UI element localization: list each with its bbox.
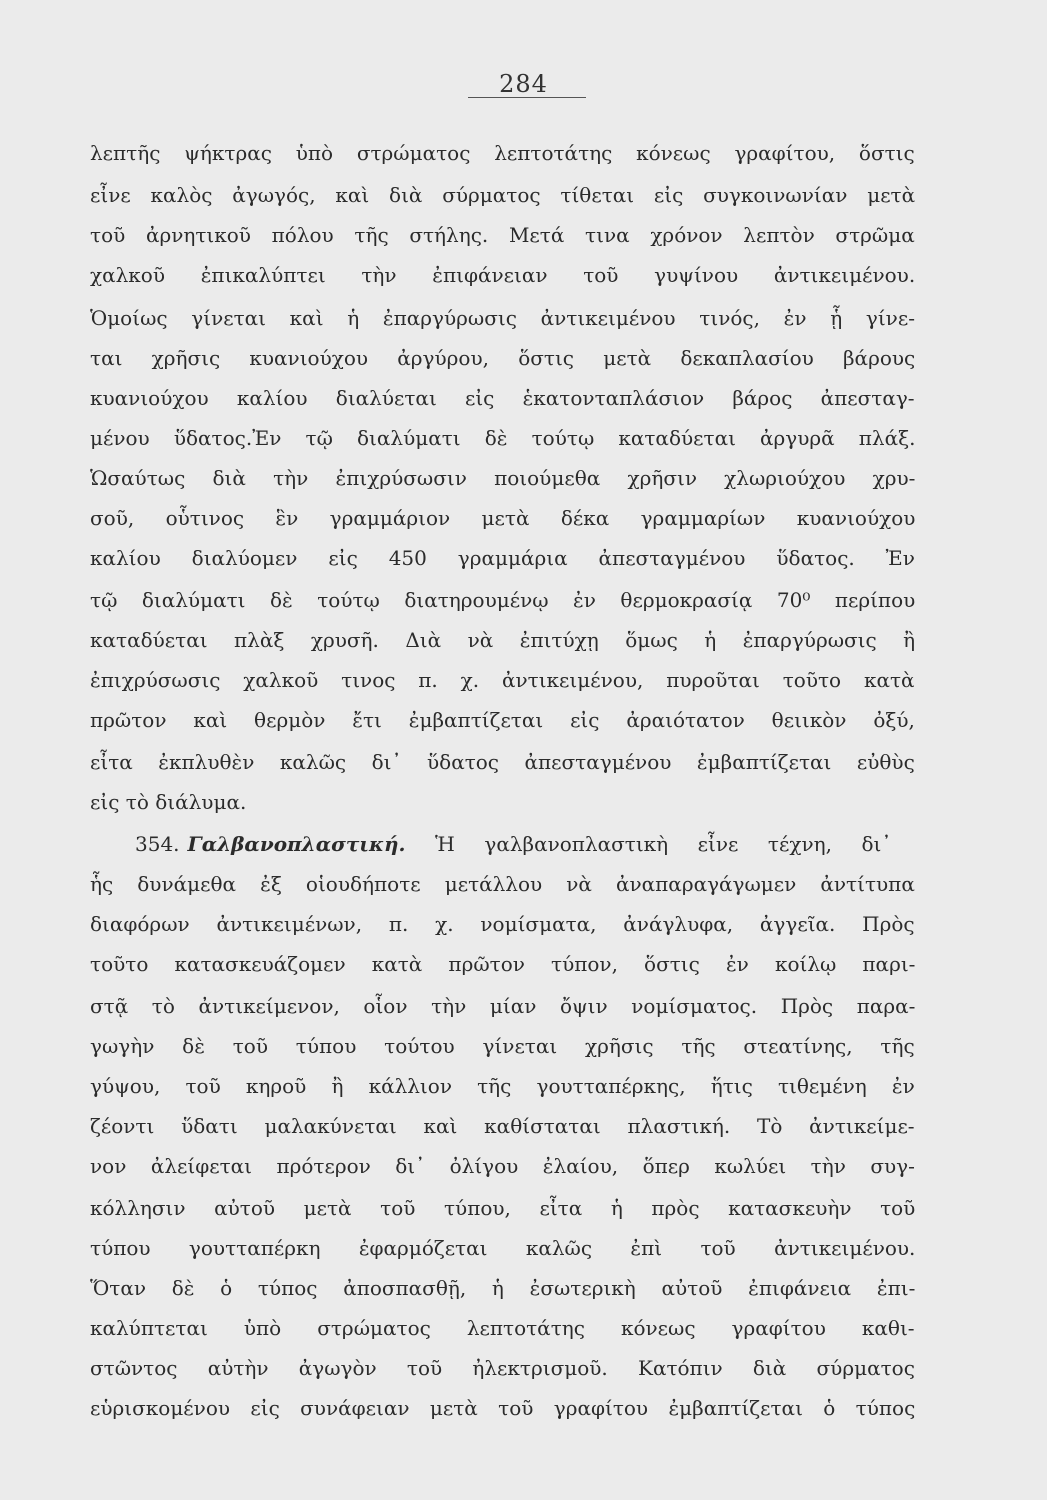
text-line: γύψου, τοῦ κηροῦ ἢ κάλλιον τῆς γουτταπέρκης, ἥτις τιθεμένη ἐν <box>90 1074 915 1098</box>
text-line: μένου ὕδατος.Ἐν τῷ διαλύματι δὲ τούτῳ καταδύεται ἀργυρᾶ πλάξ. <box>90 426 916 450</box>
text-line: ἧς δυνάμεθα ἐξ οἱουδήποτε μετάλλου νὰ ἀναπαραγάγωμεν ἀντίτυπα <box>90 872 915 896</box>
text-line: ται χρῆσις κυανιούχου ἀργύρου, ὅστις μετὰ δεκαπλασίου βάρους <box>90 346 916 370</box>
section-title: Γαλβανοπλαστική. <box>187 832 406 856</box>
text-line: τοῦ ἀρνητικοῦ πόλου τῆς στήλης. Μετά τινα χρόνον λεπτὸν στρῶμα <box>90 223 915 247</box>
text-line: στᾷ τὸ ἀντικείμενον, οἷον τὴν μίαν ὄψιν νομίσματος. Πρὸς παρα- <box>90 994 916 1018</box>
text-line: χαλκοῦ ἐπικαλύπτει τὴν ἐπιφάνειαν τοῦ γυψίνου ἀντικειμένου. <box>90 263 916 287</box>
text-line: τοῦτο κατασκευάζομεν κατὰ πρῶτον τύπον, ὅστις ἐν κοίλῳ παρι- <box>90 952 916 976</box>
text-line: νον ἀλείφεται πρότερον δι᾽ ὀλίγου ἐλαίου, ὅπερ κωλύει τὴν συγ- <box>90 1154 915 1178</box>
text-line: ζέοντι ὕδατι μαλακύνεται καὶ καθίσταται πλαστική. Τὸ ἀντικείμε- <box>90 1114 915 1138</box>
text-line: στῶντος αὐτὴν ἀγωγὸν τοῦ ἠλεκτρισμοῦ. Κατόπιν διὰ σύρματος <box>90 1356 915 1380</box>
text-line: καταδύεται πλὰξ χρυσῆ. Διὰ νὰ ἐπιτύχῃ ὅμως ἡ ἐπαργύρωσις ἢ <box>90 628 916 652</box>
text-line: σοῦ, οὗτινος ἓν γραμμάριον μετὰ δέκα γραμμαρίων κυανιούχου <box>90 506 916 530</box>
text-line: διαφόρων ἀντικειμένων, π. χ. νομίσματα, ἀνάγλυφα, ἀγγεῖα. Πρὸς <box>90 912 915 936</box>
section-first-line: Ἡ γαλβανοπλαστικὴ εἶνε τέχνη, δι᾽ <box>435 832 892 856</box>
text-line: τῷ διαλύματι δὲ τούτῳ διατηρουμένῳ ἐν θερμοκρασίᾳ 70⁰ περίπου <box>90 588 916 612</box>
section-number: 354. <box>135 832 180 856</box>
text-line: εἶτα ἐκπλυθὲν καλῶς δι᾽ ὕδατος ἀπεσταγμένου ἐμβαπτίζεται εὐθὺς <box>90 750 915 774</box>
text-line: κυανιούχου καλίου διαλύεται εἰς ἑκατονταπλάσιον βάρος ἀπεσταγ- <box>90 386 915 410</box>
text-line: λεπτῆς ψήκτρας ὑπὸ στρώματος λεπτοτάτης κόνεως γραφίτου, ὅστις <box>90 141 915 165</box>
text-line: εἶνε καλὸς ἀγωγός, καὶ διὰ σύρματος τίθεται εἰς συγκοινωνίαν μετὰ <box>90 183 916 207</box>
section-heading-line <box>135 832 891 856</box>
text-line: εἰς τὸ διάλυμα. <box>90 790 247 814</box>
text-line: εὑρισκομένου εἰς συνάφειαν μετὰ τοῦ γραφίτου ἐμβαπτίζεται ὁ τύπος <box>90 1396 916 1420</box>
page-number-rule <box>468 97 586 98</box>
text-line: τύπου γουτταπέρκη ἐφαρμόζεται καλῶς ἐπὶ τοῦ ἀντικειμένου. <box>90 1236 916 1260</box>
page-number: 284 <box>499 70 548 98</box>
text-line: γωγὴν δὲ τοῦ τύπου τούτου γίνεται χρῆσις τῆς στεατίνης, τῆς <box>90 1034 915 1058</box>
text-line: Ὅταν δὲ ὁ τύπος ἀποσπασθῇ, ἡ ἐσωτερικὴ αὐτοῦ ἐπιφάνεια ἐπι- <box>90 1276 916 1300</box>
text-line: καλίου διαλύομεν εἰς 450 γραμμάρια ἀπεσταγμένου ὕδατος. Ἐν <box>90 546 915 570</box>
text-line: Ὡσαύτως διὰ τὴν ἐπιχρύσωσιν ποιούμεθα χρῆσιν χλωριούχου χρυ- <box>90 466 916 490</box>
text-line: ἐπιχρύσωσις χαλκοῦ τινος π. χ. ἀντικειμένου, πυροῦται τοῦτο κατὰ <box>90 668 915 692</box>
text-line: κόλλησιν αὐτοῦ μετὰ τοῦ τύπου, εἶτα ἡ πρὸς κατασκευὴν τοῦ <box>90 1196 916 1220</box>
text-line: πρῶτον καὶ θερμὸν ἔτι ἐμβαπτίζεται εἰς ἀραιότατον θειικὸν ὀξύ, <box>90 708 915 732</box>
text-line: Ὁμοίως γίνεται καὶ ἡ ἐπαργύρωσις ἀντικειμένου τινός, ἐν ᾗ γίνε- <box>90 306 915 330</box>
text-line: καλύπτεται ὑπὸ στρώματος λεπτοτάτης κόνεως γραφίτου καθι- <box>90 1316 915 1340</box>
